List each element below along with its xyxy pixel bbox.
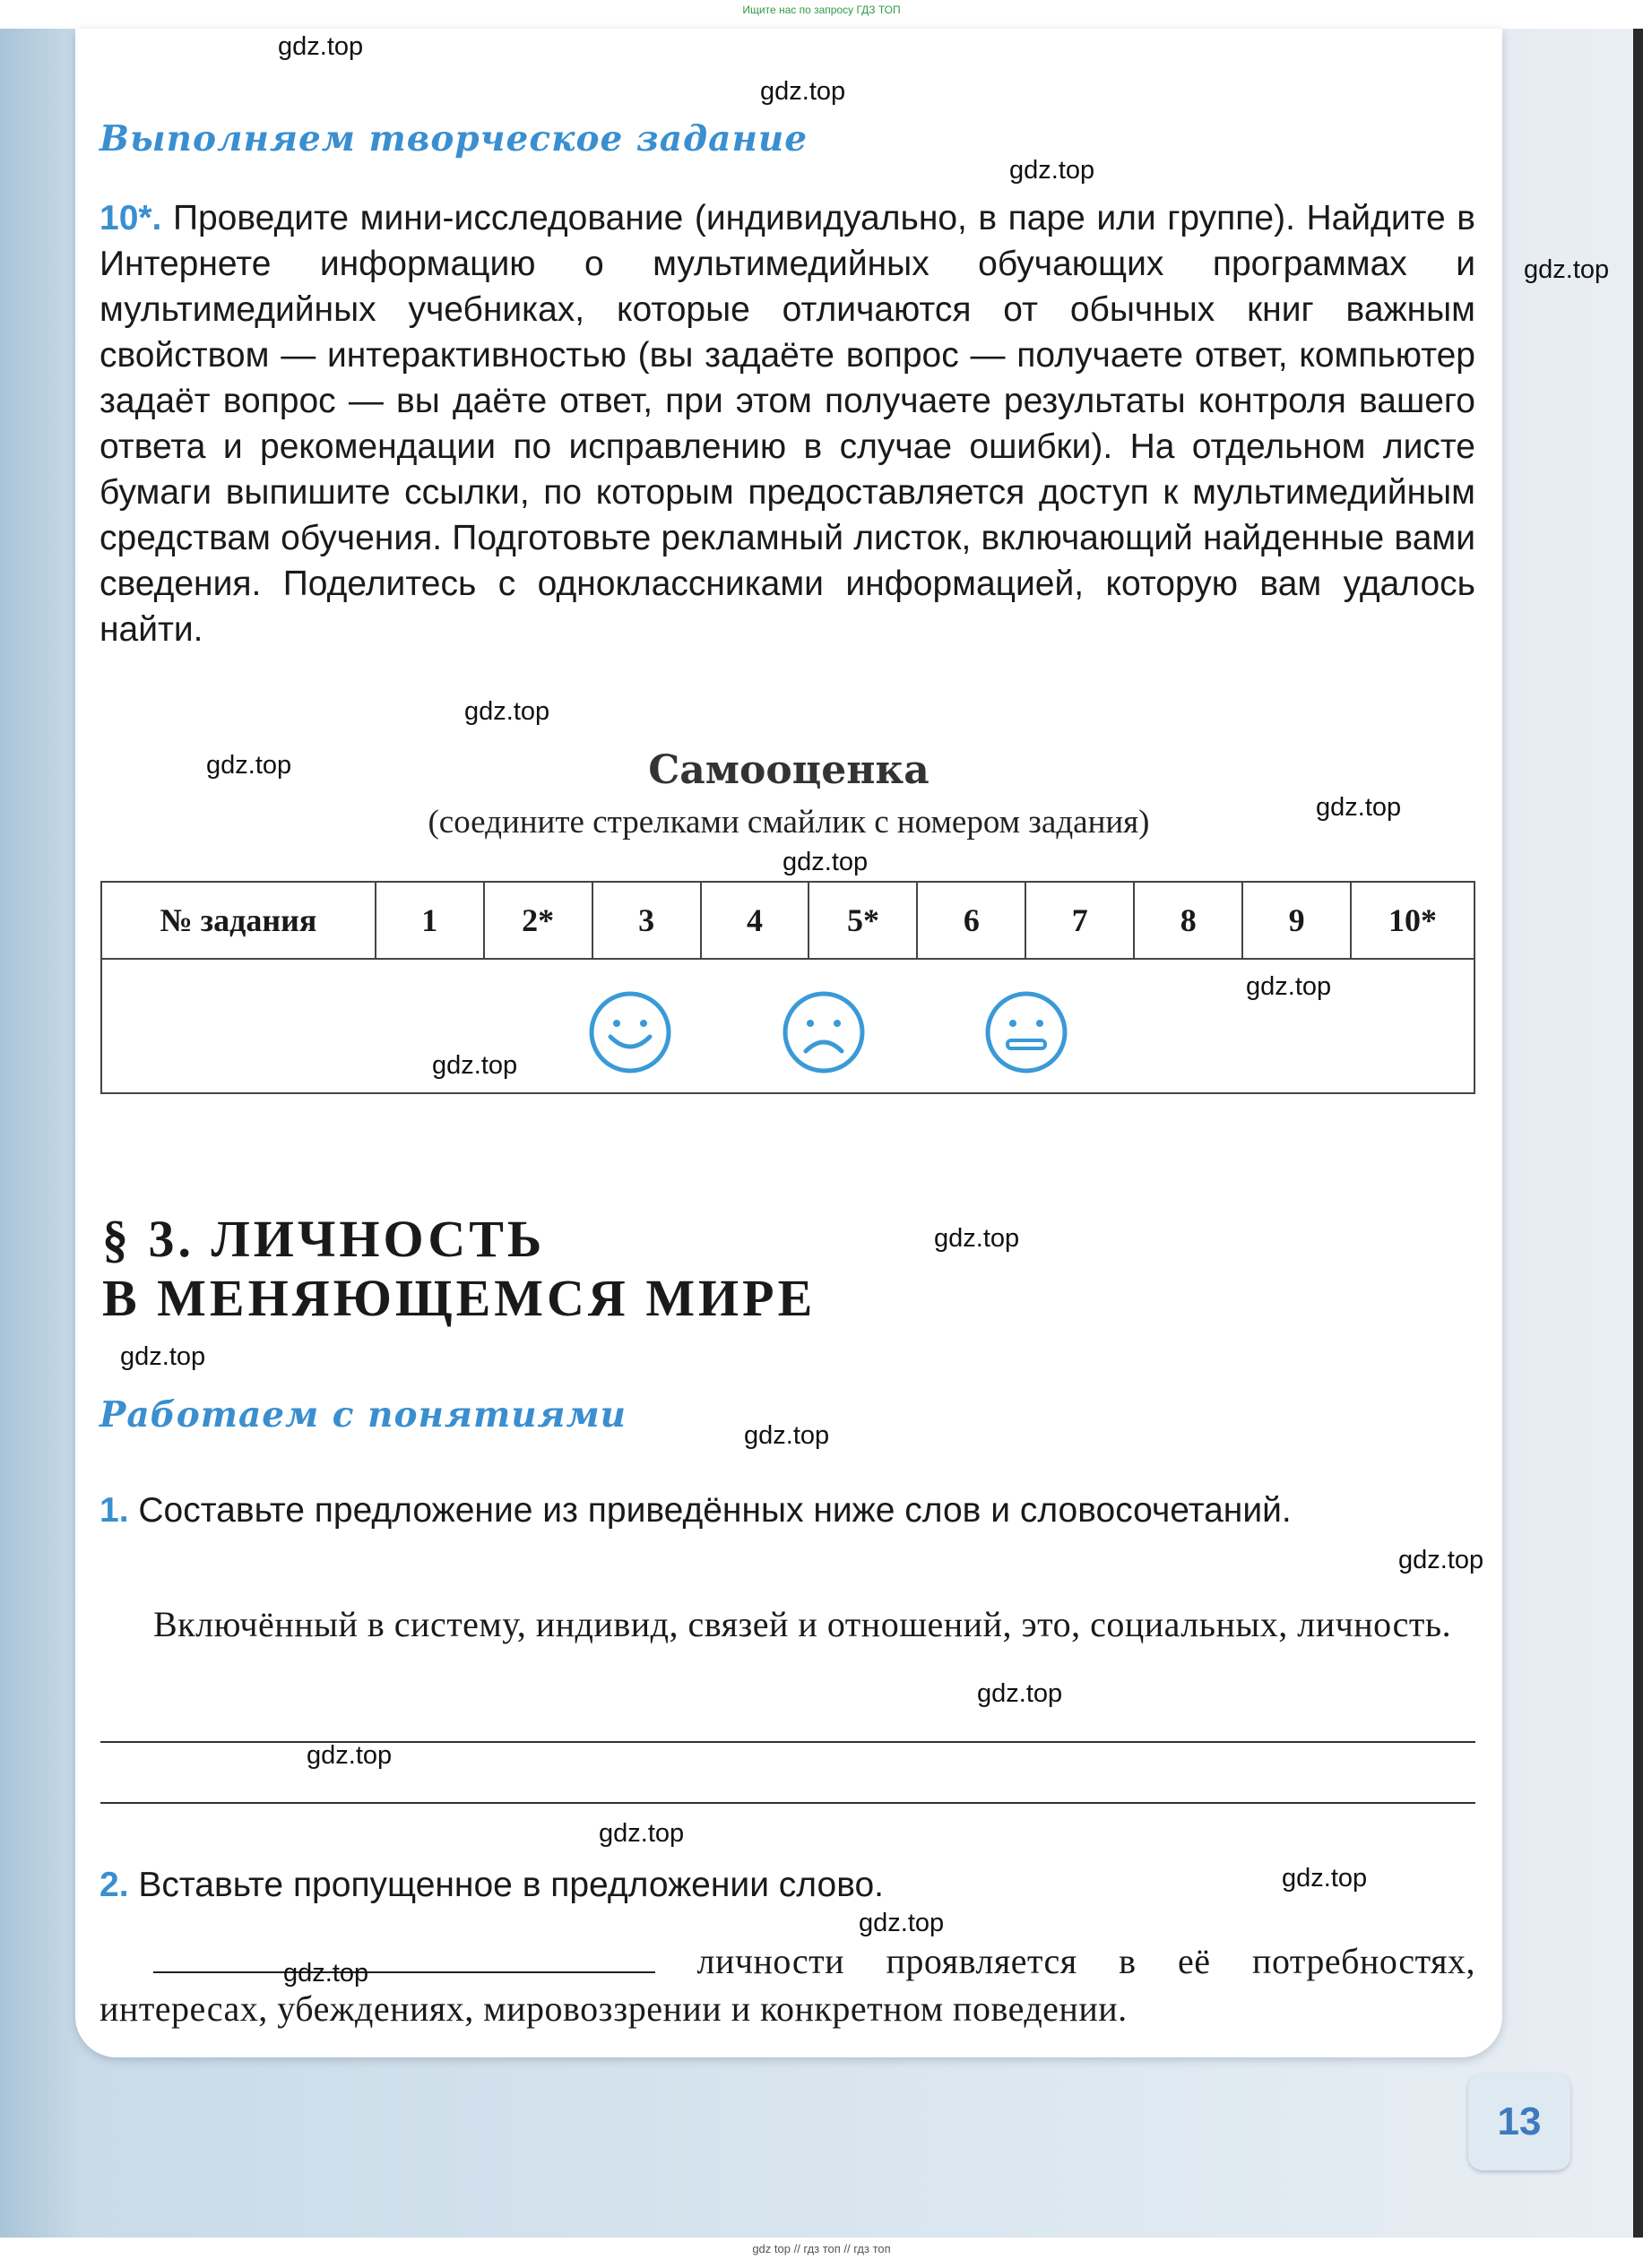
watermark: gdz.top xyxy=(599,1819,685,1848)
task-number-header: № задания xyxy=(102,883,376,958)
watermark: gdz.top xyxy=(934,1224,1020,1253)
task-2 xyxy=(99,1862,1475,1908)
watermark: gdz.top xyxy=(1246,972,1332,1001)
watermark: gdz.top xyxy=(206,751,292,780)
task-1-number: 1. xyxy=(99,1491,129,1530)
paragraph-title-line1: § 3. ЛИЧНОСТЬ xyxy=(102,1210,546,1268)
happy-face-icon[interactable] xyxy=(588,990,672,1074)
creative-task-heading: Выполняем творческое задание xyxy=(99,118,809,160)
sad-face-icon[interactable] xyxy=(782,990,866,1074)
watermark: gdz.top xyxy=(278,32,364,61)
task-2-text: Вставьте пропущенное в предложении слово. xyxy=(138,1866,885,1904)
watermark: gdz.top xyxy=(120,1342,206,1371)
task-2-number: 2. xyxy=(99,1866,129,1904)
task-1-text: Составьте предложение из приведённых ниже слов и словосочетаний. xyxy=(138,1491,1292,1530)
self-assessment-title: Самооценка xyxy=(648,747,930,793)
watermark: gdz.top xyxy=(1009,156,1095,185)
task-column: 2* xyxy=(485,883,593,958)
answer-line[interactable] xyxy=(100,1802,1475,1804)
task-column: 7 xyxy=(1026,883,1135,958)
watermark: gdz.top xyxy=(1316,793,1402,822)
concepts-heading: Работаем с понятиями xyxy=(99,1394,627,1436)
task-column: 6 xyxy=(918,883,1026,958)
fill-blank[interactable] xyxy=(153,1939,655,1973)
task-10-text: Проведите мини-исследование (индивидуально, в паре или группе). Найдите в Интернете информацию о мультимедийных обучающих программах и мультимедийных учебниках, которые отличаются от обычных книг важным свойством — интерактивностью (вы задаёте вопрос — получаете ответ, компьютер задаёт вопрос — вы даёте ответ, при этом получаете результаты контроля вашего ответа и рекомендации по исправлению в случае ошибки). На отдельном листе бумаги выпишите ссылки, по которым предоставляется доступ к мультимедийным средствам обучения. Подготовьте рекламный листок, включающий найденные вами сведения. Поделитесь с одноклассниками информацией, которую вам удалось найти. xyxy=(99,199,1475,649)
self-assessment-subtitle: (соедините стрелками смайлик с номером задания) xyxy=(428,804,1150,841)
bottom-note: gdz top // гдз топ // гдз топ xyxy=(752,2242,891,2255)
watermark: gdz.top xyxy=(977,1679,1063,1708)
task-column: 9 xyxy=(1243,883,1352,958)
top-note: Ищите нас по запросу ГДЗ ТОП xyxy=(742,4,901,16)
watermark: gdz.top xyxy=(283,1959,369,1988)
book-edge xyxy=(1633,29,1643,2238)
task-2-sentence-text: личности проявляется в её потребностях, интересах, убеждениях, мировоззрении и конкретном поведении. xyxy=(99,1941,1475,2029)
watermark: gdz.top xyxy=(744,1421,830,1450)
watermark: gdz.top xyxy=(1282,1864,1368,1893)
task-column: 3 xyxy=(593,883,702,958)
task-column: 8 xyxy=(1135,883,1243,958)
neutral-face-icon[interactable] xyxy=(984,990,1068,1074)
watermark: gdz.top xyxy=(859,1909,945,1937)
task-1 xyxy=(99,1488,1475,1534)
task-10 xyxy=(99,195,1475,652)
watermark: gdz.top xyxy=(1398,1546,1484,1574)
watermark: gdz.top xyxy=(783,848,869,876)
watermark: gdz.top xyxy=(464,697,550,726)
page-number: 13 xyxy=(1468,2074,1570,2170)
task-1-words: Включённый в систему, индивид, связей и отношений, это, социальных, личность. xyxy=(153,1604,1452,1644)
watermark: gdz.top xyxy=(1524,255,1610,284)
paragraph-title-line2: В МЕНЯЮЩЕМСЯ МИРЕ xyxy=(102,1269,817,1327)
task-column: 10* xyxy=(1388,902,1438,938)
self-assessment-header-row xyxy=(102,883,1474,960)
watermark: gdz.top xyxy=(760,77,846,106)
task-10-number: 10*. xyxy=(99,199,162,237)
watermark: gdz.top xyxy=(307,1741,393,1770)
task-column: 4 xyxy=(702,883,810,958)
watermark: gdz.top xyxy=(432,1051,518,1080)
task-column: 1 xyxy=(376,883,485,958)
task-column: 5* xyxy=(809,883,918,958)
